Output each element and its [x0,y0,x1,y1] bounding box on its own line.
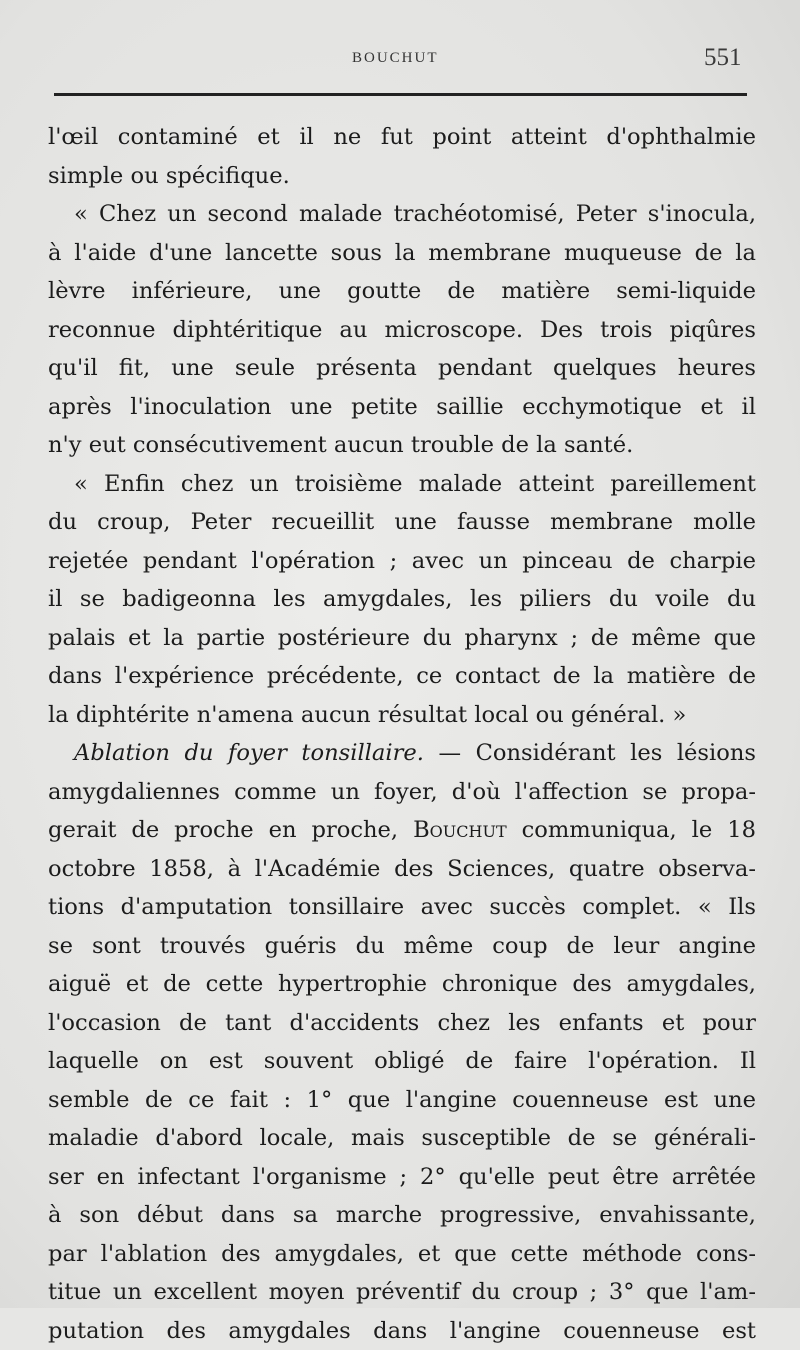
author-smallcaps: Bouchut [413,817,507,843]
text-line: octobre 1858, à l'Académie des Sciences, quatre observa- [48,850,756,889]
text-line: dans l'expérience précédente, ce contact de la matière de [48,657,756,696]
text-line: se sont trouvés guéris du même coup de leur angine [48,927,756,966]
text-line: tions d'amputation tonsillaire avec succès complet. « Ils [48,888,756,927]
text-line: laquelle on est souvent obligé de faire l'opération. Il [48,1042,756,1081]
header-rule [54,93,747,96]
text-line: palais et la partie postérieure du pharynx ; de même que [48,619,756,658]
section-heading-italic: Ablation du foyer tonsillaire. [74,740,424,766]
text-line: putation des amygdales dans l'angine couenneuse est [48,1312,756,1350]
text-line: reconnue diphtéritique au microscope. Des trois piqûres [48,311,756,350]
running-head-title: BOUCHUT [352,50,439,67]
text-line: amygdaliennes comme un foyer, d'où l'affection se propa- [48,773,756,812]
text-line: il se badigeonna les amygdales, les piliers du voile du [48,580,756,619]
text-line: ser en infectant l'organisme ; 2° qu'elle peut être arrêtée [48,1158,756,1197]
text-line: « Enfin chez un troisième malade atteint pareillement [48,465,756,504]
text-line: maladie d'abord locale, mais susceptible de se générali- [48,1119,756,1158]
text-line: la diphtérite n'amena aucun résultat local ou général. » [48,696,756,735]
text-line: rejetée pendant l'opération ; avec un pinceau de charpie [48,542,756,581]
text-line: lèvre inférieure, une goutte de matière semi-liquide [48,272,756,311]
text-run: — Considérant les lésions [424,740,756,766]
body-text [48,118,756,1350]
text-run: communiqua, le 18 [507,817,756,843]
text-line: l'œil contaminé et il ne fut point atteint d'ophthalmie [48,118,756,157]
text-line: à l'aide d'une lancette sous la membrane muqueuse de la [48,234,756,273]
page-number: 551 [704,44,742,72]
text-line: « Chez un second malade trachéotomisé, Peter s'inocula, [48,195,756,234]
text-line: simple ou spécifique. [48,157,756,196]
text-line [48,734,756,773]
text-line: l'occasion de tant d'accidents chez les enfants et pour [48,1004,756,1043]
text-line: aiguë et de cette hypertrophie chronique des amygdales, [48,965,756,1004]
text-line: à son début dans sa marche progressive, envahissante, [48,1196,756,1235]
text-line: titue un excellent moyen préventif du croup ; 3° que l'am- [48,1273,756,1312]
text-run: gerait de proche en proche, [48,817,413,843]
text-line: qu'il fit, une seule présenta pendant quelques heures [48,349,756,388]
running-head [0,48,800,78]
text-line: n'y eut consécutivement aucun trouble de la santé. [48,426,756,465]
text-line: par l'ablation des amygdales, et que cette méthode cons- [48,1235,756,1274]
text-line: après l'inoculation une petite saillie ecchymotique et il [48,388,756,427]
text-line: du croup, Peter recueillit une fausse membrane molle [48,503,756,542]
text-line [48,811,756,850]
text-line: semble de ce fait : 1° que l'angine couenneuse est une [48,1081,756,1120]
